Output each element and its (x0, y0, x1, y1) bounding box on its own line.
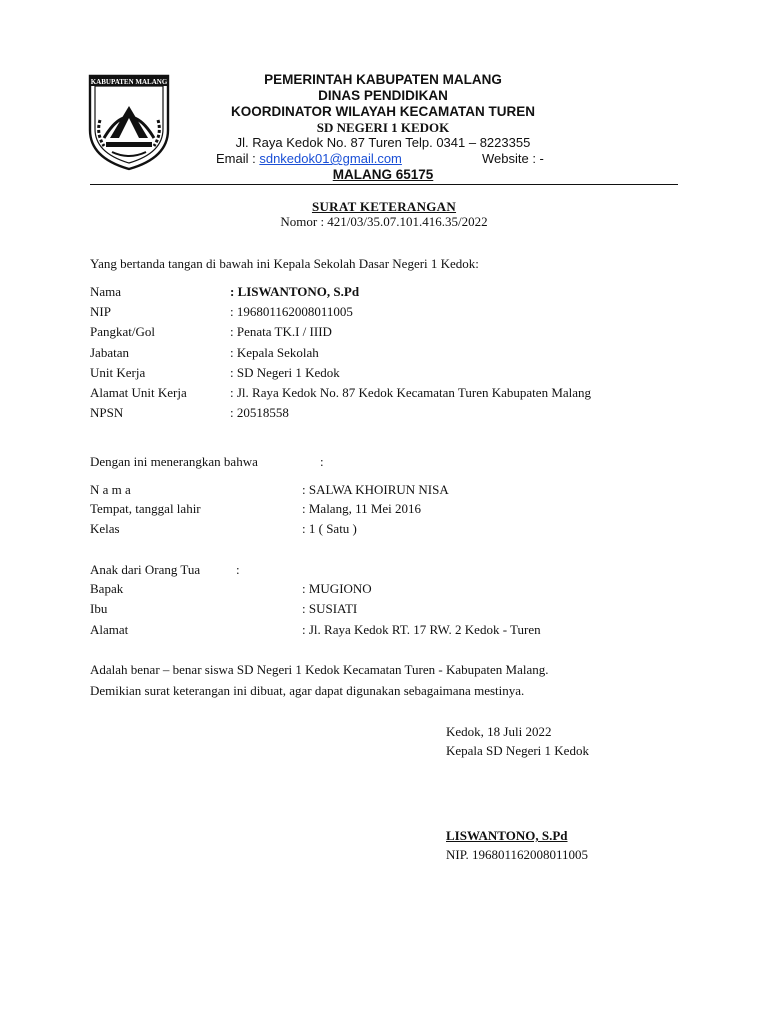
signer-nip: NIP. 196801162008011005 (446, 847, 589, 862)
letterhead-city: MALANG 65175 (332, 167, 434, 182)
signer-label-name: Nama (90, 284, 122, 299)
student-label-class: Kelas (90, 521, 120, 536)
signer-name: LISWANTONO, S.Pd (446, 828, 568, 843)
letterhead-government: PEMERINTAH KABUPATEN MALANG (264, 72, 502, 87)
student-label-birth: Tempat, tanggal lahir (90, 501, 201, 516)
document-number: Nomor : 421/03/35.07.101.416.35/2022 (280, 214, 488, 229)
email-link[interactable]: sdnkedok01@gmail.com (259, 151, 402, 166)
statement-student: Adalah benar – benar siswa SD Negeri 1 Kedok Kecamatan Turen - Kabupaten Malang. (90, 662, 549, 677)
place-date: Kedok, 18 Juli 2022 (446, 724, 552, 739)
letterhead-email-line (216, 151, 402, 166)
declaration-colon: : (320, 454, 324, 469)
email-label: Email : (216, 151, 260, 166)
signer-label-position: Jabatan (90, 345, 129, 360)
student-label-name: N a m a (90, 482, 131, 497)
signer-value-nip: : 196801162008011005 (230, 304, 353, 319)
signer-position: Kepala SD Negeri 1 Kedok (446, 743, 589, 758)
letterhead-website: Website : - (482, 151, 544, 166)
parents-heading: Anak dari Orang Tua (90, 562, 201, 577)
signer-value-unit: : SD Negeri 1 Kedok (230, 365, 340, 380)
letterhead-address: Jl. Raya Kedok No. 87 Turen Telp. 0341 – 8223355 (235, 135, 531, 150)
document-title: SURAT KETERANGAN (311, 199, 457, 214)
parent-value-address: : Jl. Raya Kedok RT. 17 RW. 2 Kedok - Turen (302, 622, 541, 637)
statement-closing: Demikian surat keterangan ini dibuat, agar dapat digunakan sebagaimana mestinya. (90, 683, 525, 698)
signer-value-name: : LISWANTONO, S.Pd (230, 284, 360, 299)
signer-label-npsn: NPSN (90, 405, 124, 420)
parent-value-mother: : SUSIATI (302, 601, 358, 616)
signer-value-unit-address: : Jl. Raya Kedok No. 87 Kedok Kecamatan Turen Kabupaten Malang (230, 385, 592, 400)
kabupaten-malang-logo (86, 72, 172, 172)
signer-label-unit: Unit Kerja (90, 365, 146, 380)
parent-label-mother: Ibu (90, 601, 108, 616)
declaration-text: Dengan ini menerangkan bahwa (90, 454, 258, 469)
student-value-class: : 1 ( Satu ) (302, 521, 357, 536)
signer-label-rank: Pangkat/Gol (90, 324, 155, 339)
parent-value-father: : MUGIONO (302, 581, 372, 596)
parents-colon: : (236, 562, 240, 577)
letterhead-coordinator: KOORDINATOR WILAYAH KECAMATAN TUREN (230, 104, 535, 119)
parent-label-address: Alamat (90, 622, 129, 637)
signer-value-npsn: : 20518558 (230, 405, 289, 420)
signer-value-rank: : Penata TK.I / IIID (230, 324, 332, 339)
logo-text: KABUPATEN MALANG (90, 78, 168, 86)
signer-label-unit-address: Alamat Unit Kerja (90, 385, 187, 400)
letterhead-divider (90, 184, 678, 185)
parent-label-father: Bapak (90, 581, 124, 596)
student-value-birth: : Malang, 11 Mei 2016 (302, 501, 422, 516)
intro-text: Yang bertanda tangan di bawah ini Kepala Sekolah Dasar Negeri 1 Kedok: (90, 256, 479, 271)
letterhead-school-name: SD NEGERI 1 KEDOK (316, 120, 450, 135)
signer-label-nip: NIP (90, 304, 111, 319)
letterhead-department: DINAS PENDIDIKAN (318, 88, 448, 103)
student-value-name: : SALWA KHOIRUN NISA (302, 482, 449, 497)
signer-value-position: : Kepala Sekolah (230, 345, 319, 360)
